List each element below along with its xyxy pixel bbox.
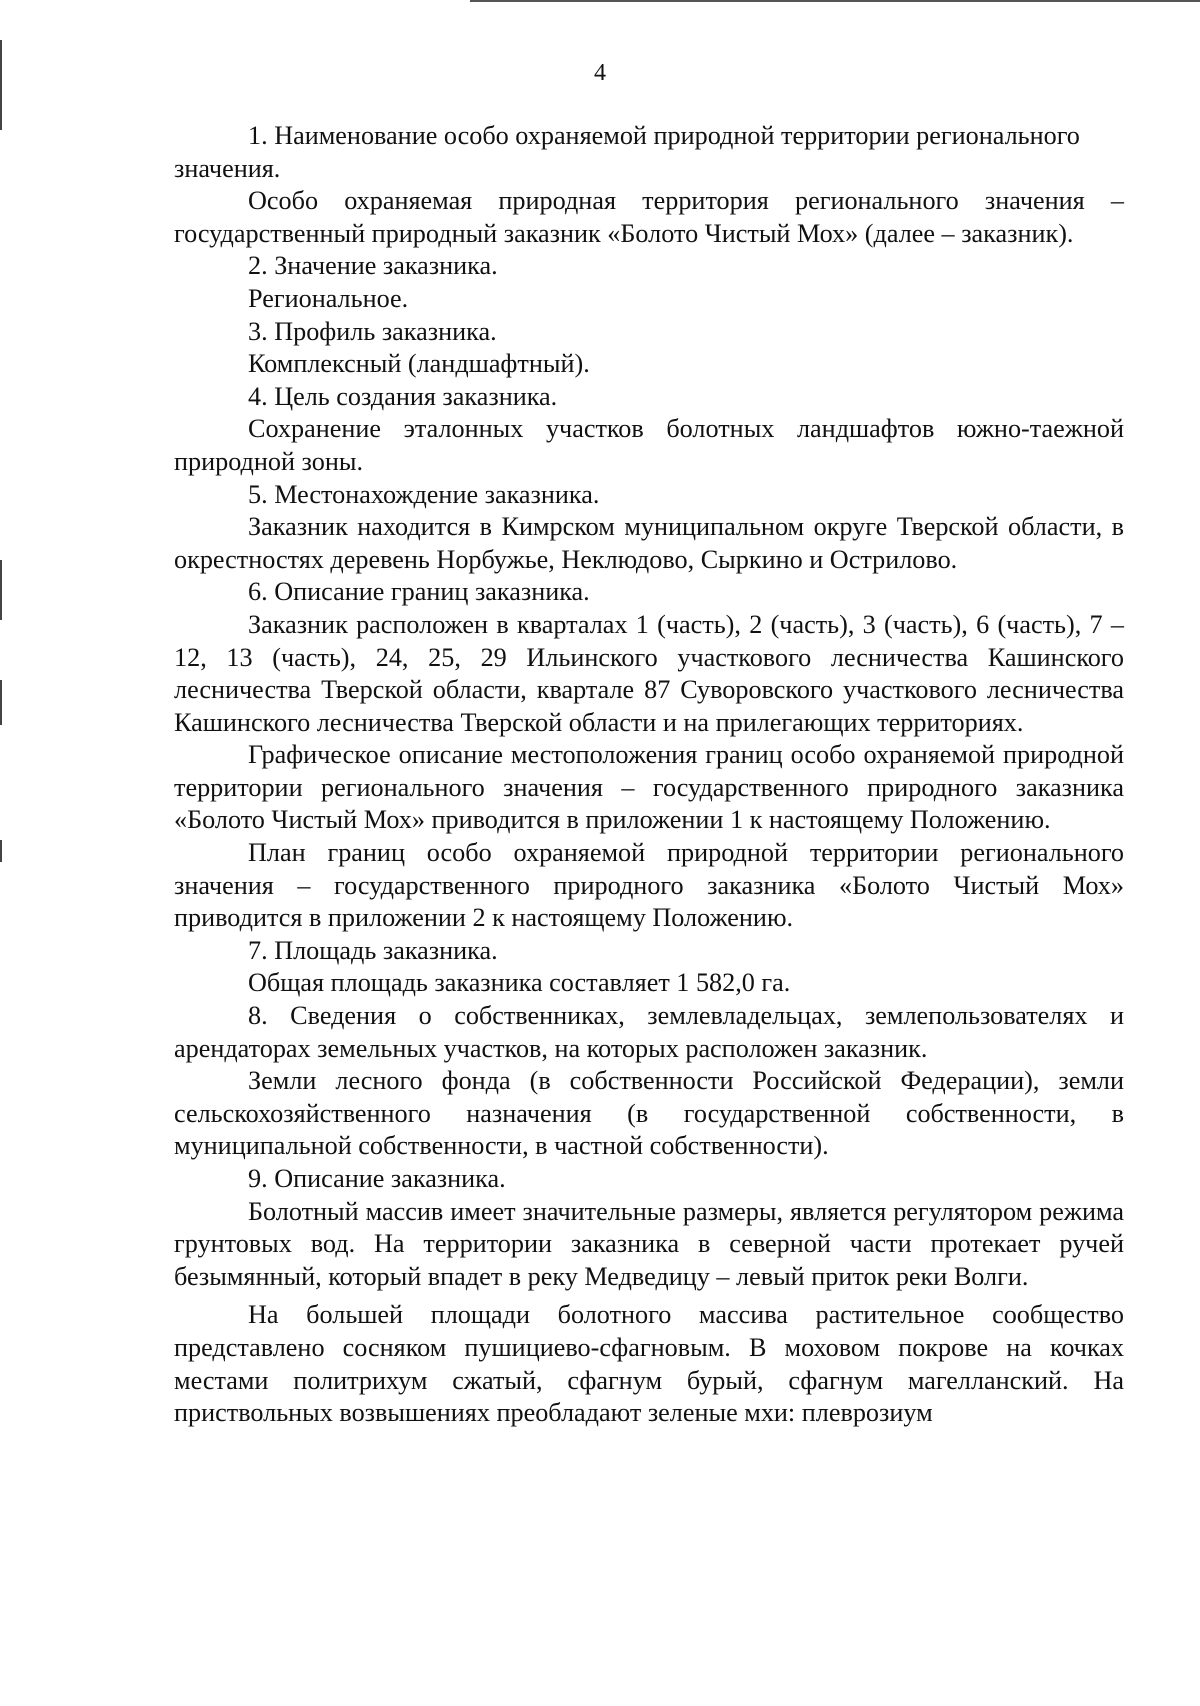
- paragraph: Земли лесного фонда (в собственности Российской Федерации), земли сельскохозяйственного назначения (в государственной собственности, в муниципальной собственности, в частной собственности).: [174, 1066, 1124, 1161]
- paragraph: Общая площадь заказника составляет 1 582,0 га.: [248, 968, 791, 998]
- section-heading: 1. Наименование особо охраняемой природной территории регионального значения.: [174, 121, 1080, 183]
- document-body: [174, 120, 1124, 1430]
- page-number: 4: [594, 60, 606, 86]
- paragraph: Комплексный (ландшафтный).: [248, 349, 590, 379]
- paragraph: Особо охраняемая природная территория регионального значения – государственный природный заказник «Болото Чистый Мох» (далее – заказник).: [174, 186, 1124, 248]
- section-heading: 8. Сведения о собственниках, землевладельцах, землепользователях и арендаторах земельных участков, на которых расположен заказник.: [174, 1001, 1124, 1063]
- section-heading: 3. Профиль заказника.: [248, 316, 497, 346]
- section-heading: 9. Описание заказника.: [248, 1164, 506, 1193]
- section-heading: 5. Местонахождение заказника.: [248, 479, 600, 509]
- paragraph: План границ особо охраняемой природной территории регионального значения – государственного природного заказника «Болото Чистый Мох» приводится в приложении 2 к настоящему Положению.: [174, 838, 1124, 933]
- scan-margin-mark: [0, 560, 2, 620]
- section-heading: 2. Значение заказника.: [248, 251, 498, 281]
- section-heading: 7. Площадь заказника.: [248, 935, 498, 965]
- paragraph: Сохранение эталонных участков болотных ландшафтов южно-таежной природной зоны.: [174, 414, 1124, 476]
- paragraph: Болотный массив имеет значительные размеры, является регулятором режима грунтовых вод. На территории заказника в северной части протекает ручей безымянный, который впадет в реку Медведицу – левый приток реки Волги.: [174, 1196, 1124, 1291]
- paragraph: На большей площади болотного массива растительное сообщество представлено сосняком пушициево-сфагновым. В моховом покрове на кочках местами политрихум сжатый, сфагнум бурый, сфагнум магелланский. На приствольных возвышениях преобладают зеленые мхи: плеврозиум: [174, 1300, 1124, 1428]
- paragraph: Заказник расположен в кварталах 1 (часть), 2 (часть), 3 (часть), 6 (часть), 7 – 12, 13 (часть), 24, 25, 29 Ильинского участкового лесничества Кашинского лесничества Тверской области, квартале 87 Суворовского участкового лесничества Кашинского лесничества Тверской области и на прилегающих территориях.: [174, 609, 1124, 737]
- paragraph: Графическое описание местоположения границ особо охраняемой природной территории регионального значения – государственного природного заказника «Болото Чистый Мох» приводится в приложении 1 к настоящему Положению.: [174, 740, 1124, 835]
- section-heading: 6. Описание границ заказника.: [248, 577, 590, 607]
- scan-margin-mark: [0, 680, 2, 725]
- scan-margin-mark: [0, 840, 2, 862]
- section-heading: 4. Цель создания заказника.: [248, 381, 558, 411]
- paragraph: Заказник находится в Кимрском муниципальном округе Тверской области, в окрестностях деревень Норбужье, Неклюдово, Сыркино и Острилово.: [174, 512, 1124, 574]
- paragraph: Региональное.: [248, 283, 409, 313]
- scan-edge-line: [470, 0, 1200, 2]
